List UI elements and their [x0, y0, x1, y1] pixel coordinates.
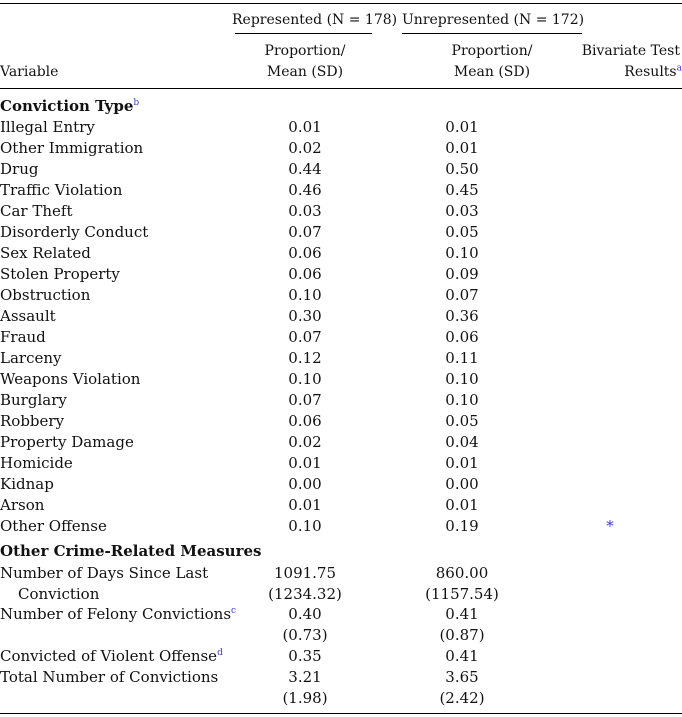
row-label: Disorderly Conduct	[0, 223, 149, 241]
rep-value: 0.02	[288, 433, 322, 451]
table-row	[0, 348, 682, 369]
unrep-mean: 3.65	[445, 668, 479, 686]
unrep-sd: (1157.54)	[425, 585, 499, 603]
rep-value: 0.02	[288, 139, 322, 157]
table-row-felony-sd	[0, 625, 682, 646]
top-rule	[0, 3, 682, 4]
group1-stat-header-line2: Mean (SD)	[266, 64, 344, 80]
unrep-value: 0.10	[445, 244, 479, 262]
rep-value: 0.07	[288, 223, 322, 241]
group2-underline	[402, 33, 582, 34]
unrep-value: 0.05	[445, 412, 479, 430]
group1-underline	[235, 33, 372, 34]
row-label: Total Number of Convictions	[0, 668, 219, 686]
row-label: Burglary	[0, 391, 67, 409]
unrep-value: 0.04	[445, 433, 479, 451]
table-row	[0, 495, 682, 516]
rep-value: 0.46	[288, 181, 322, 199]
row-note: d	[217, 648, 223, 658]
group1-stat-header-line1: Proportion/	[264, 43, 346, 59]
table-row	[0, 201, 682, 222]
unrep-value: 0.50	[445, 160, 479, 178]
rep-value: 0.30	[288, 307, 322, 325]
unrep-value: 0.19	[445, 517, 479, 535]
table-row	[0, 411, 682, 432]
unrep-value: 0.45	[445, 181, 479, 199]
table-row	[0, 327, 682, 348]
row-label: Robbery	[0, 412, 65, 430]
table-row	[0, 159, 682, 180]
unrep-value: 0.10	[445, 391, 479, 409]
table-row	[0, 516, 682, 537]
row-note: c	[231, 606, 237, 616]
row-label-cont: Conviction	[18, 585, 100, 603]
rep-value: 0.10	[288, 286, 322, 304]
table-row	[0, 138, 682, 159]
row-label: Arson	[0, 496, 45, 514]
rep-value: 0.06	[288, 265, 322, 283]
unrep-value: 0.05	[445, 223, 479, 241]
rep-value: 0.06	[288, 412, 322, 430]
rep-value: 0.06	[288, 244, 322, 262]
table-row-total-sd	[0, 688, 682, 709]
row-label: Other Offense	[0, 517, 107, 535]
unrep-value: 0.00	[445, 475, 479, 493]
table-row	[0, 390, 682, 411]
unrep-mean: 860.00	[435, 564, 489, 582]
test-header-note: a	[676, 63, 682, 74]
section-title: Other Crime-Related Measures	[0, 542, 262, 560]
unrep-value: 0.06	[445, 328, 479, 346]
row-label: Property Damage	[0, 433, 134, 451]
table-row	[0, 243, 682, 264]
unrep-mean: 0.41	[445, 605, 479, 623]
rep-mean: 3.21	[288, 668, 322, 686]
rep-value: 0.03	[288, 202, 322, 220]
row-label: Larceny	[0, 349, 62, 367]
header-rule	[0, 88, 682, 89]
rep-sd: (1234.32)	[268, 585, 342, 603]
rep-mean: 1091.75	[273, 564, 337, 582]
unrep-value: 0.09	[445, 265, 479, 283]
variable-header: Variable	[0, 64, 59, 80]
table-row	[0, 117, 682, 138]
unrep-value: 0.41	[445, 647, 479, 665]
row-label: Car Theft	[0, 202, 73, 220]
rep-value: 0.01	[288, 454, 322, 472]
table-row	[0, 264, 682, 285]
table-row-days-cont	[0, 584, 682, 605]
section-title: Conviction Type	[0, 97, 134, 115]
row-label: Traffic Violation	[0, 181, 123, 199]
rep-sd: (0.73)	[282, 626, 328, 644]
row-label: Drug	[0, 160, 39, 178]
rep-sd: (1.98)	[282, 689, 328, 707]
rep-value: 0.07	[288, 328, 322, 346]
unrep-value: 0.07	[445, 286, 479, 304]
unrep-value: 0.01	[445, 496, 479, 514]
table-row	[0, 369, 682, 390]
unrep-sd: (0.87)	[439, 626, 485, 644]
table-row	[0, 222, 682, 243]
rep-value: 0.10	[288, 370, 322, 388]
row-label: Fraud	[0, 328, 46, 346]
row-label: Obstruction	[0, 286, 91, 304]
test-header-line1: Bivariate Test	[581, 43, 680, 59]
unrep-value: 0.10	[445, 370, 479, 388]
rep-value: 0.44	[288, 160, 322, 178]
unrep-value: 0.03	[445, 202, 479, 220]
row-label: Weapons Violation	[0, 370, 141, 388]
row-label: Illegal Entry	[0, 118, 95, 136]
rep-value: 0.01	[288, 496, 322, 514]
section-other-measures	[0, 541, 682, 562]
section-conviction-type	[0, 96, 682, 117]
table-row-days	[0, 563, 682, 584]
row-label: Sex Related	[0, 244, 91, 262]
row-label: Assault	[0, 307, 56, 325]
rep-value: 0.12	[288, 349, 322, 367]
test-header-line2	[560, 62, 682, 82]
table-row-total	[0, 667, 682, 688]
unrep-value: 0.01	[445, 118, 479, 136]
unrep-sd: (2.42)	[439, 689, 485, 707]
rep-value: 0.07	[288, 391, 322, 409]
group2-stat-header-line1: Proportion/	[451, 43, 533, 59]
table-row	[0, 474, 682, 495]
row-label: Convicted of Violent Offense	[0, 647, 218, 665]
unrep-value: 0.36	[445, 307, 479, 325]
unrep-value: 0.11	[445, 349, 479, 367]
table-row-felony	[0, 604, 682, 625]
rep-value: 0.01	[288, 118, 322, 136]
rep-value: 0.10	[288, 517, 322, 535]
table-row	[0, 180, 682, 201]
row-label: Number of Felony Convictions	[0, 605, 232, 623]
sig-marker: *	[606, 517, 614, 535]
bottom-rule	[0, 713, 682, 714]
rep-value: 0.00	[288, 475, 322, 493]
row-label: Other Immigration	[0, 139, 144, 157]
table-row	[0, 432, 682, 453]
group2-header: Unrepresented (N = 172)	[402, 12, 585, 28]
group1-header: Represented (N = 178)	[232, 12, 398, 28]
rep-mean: 0.40	[288, 605, 322, 623]
row-label: Kidnap	[0, 475, 54, 493]
table-row	[0, 285, 682, 306]
table-row	[0, 306, 682, 327]
table-row	[0, 453, 682, 474]
section-note: b	[133, 98, 140, 108]
unrep-value: 0.01	[445, 139, 479, 157]
test-header-label: Results	[624, 64, 677, 80]
unrep-value: 0.01	[445, 454, 479, 472]
group2-stat-header-line2: Mean (SD)	[453, 64, 531, 80]
row-label: Stolen Property	[0, 265, 120, 283]
row-label: Homicide	[0, 454, 73, 472]
rep-value: 0.35	[288, 647, 322, 665]
row-label: Number of Days Since Last	[0, 564, 209, 582]
table-row-violent	[0, 646, 682, 667]
